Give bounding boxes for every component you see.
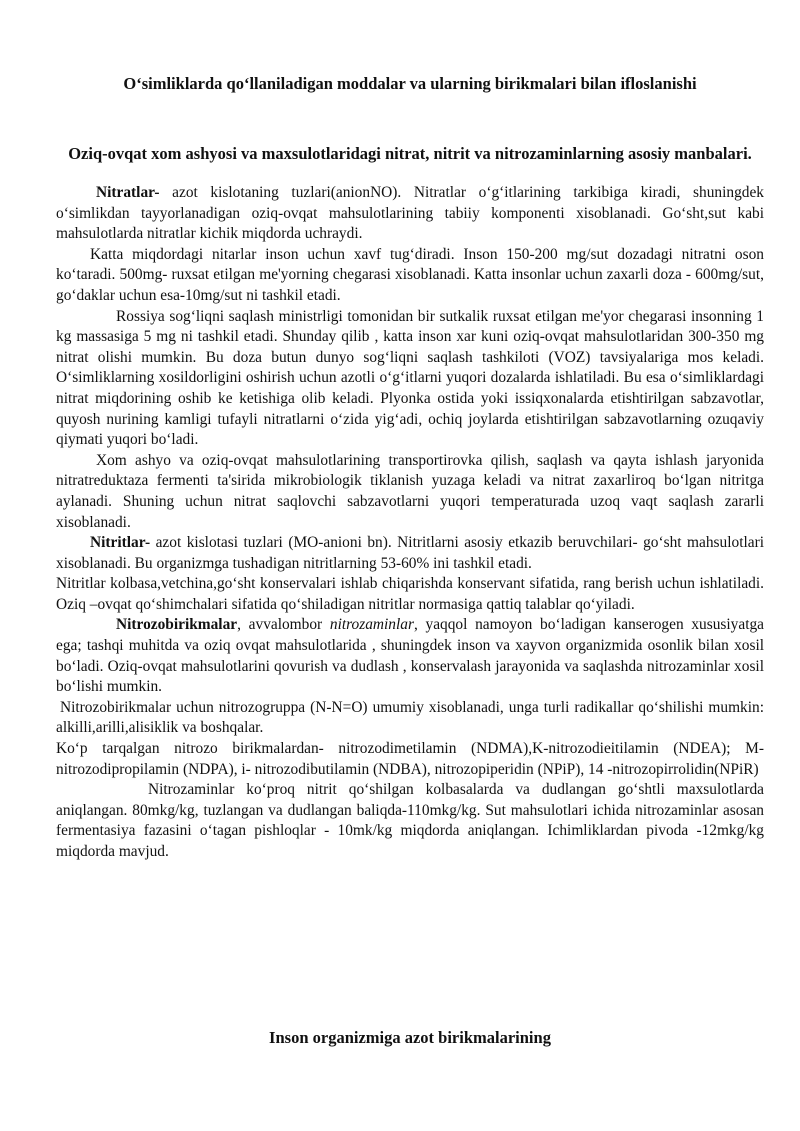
paragraph-nitrozamine-levels: Nitrozaminlar ko‘proq nitrit qo‘shilgan kolbasalarda va dudlangan go‘shtli maxsulotlarda aniqlangan. 80mkg/kg, tuzlangan va dudlangan baliqda-110mkg/kg. Sut mahsulotlari ichida nitrozaminlar asosan fermentasiya fazasini o‘tagan pishloqlar - 10mk/kg miqdorda aniqlangan. Ichimliklardan pivoda -12mkg/kg miqdorda mavjud.	[56, 781, 764, 860]
document-body	[56, 183, 764, 863]
paragraph-nitratlar: Nitratlar- azot kislotaning tuzlari(anionNO). Nitratlar o‘g‘itlarining tarkibiga kiradi, shuningdek o‘simlikdan tayyorlanadigan oziq-ovqat mahsulotlarining tabiiy komponenti xisoblanadi. Go‘sht,sut kabi mahsulotlarda nitratlar kichik miqdorda uchraydi.	[56, 184, 764, 243]
paragraph-nitrite-use: Nitritlar kolbasa,vetchina,go‘sht konservalari ishlab chiqarishda konservant sifatida, rang berish uchun ishlatiladi. Oziq –ovqat qo‘shimchalari sifatida qo‘shiladigan nitritlar normasiga qattiq talablar qo‘yiladi.	[56, 575, 764, 613]
paragraph-nitrozogruppa: Nitrozobirikmalar uchun nitrozogruppa (N-N=O) umumiy xisoblanadi, unga turli radikallar qo‘shilishi mumkin: alkilli,arilli,alisiklik va boshqalar.	[56, 698, 764, 737]
term-nitrozaminlar: nitrozaminlar	[329, 616, 414, 634]
paragraph-norms: Rossiya sog‘liqni saqlash ministrligi tomonidan bir sutkalik ruxsat etilgan me'yor chegarasi insonning 1 kg massasiga 5 mg ni tashkil etadi. Shunday qilib , katta inson xar kuni oziq-ovqat mahsulotlaridan 300-350 mg nitrat olishi mumkin. Bu doza butun dunyo sog‘liqni saqlash tashkiloti (VOZ) tavsiyalariga mos keladi. O‘simliklarning xosildorligini oshirish uchun azotli o‘g‘itlarni yuqori dozalarda ishlatiladi. Bu esa o‘simliklardagi nitrat miqdorining oshib ke ketishiga olib keladi. Plyonka ostida yoki issiqxonalarda etishtirilgan sabzavotlar, quyosh nurining kamligi tufayli nitratlarni o‘zida yig‘adi, ochiq joylarda etishtirilgan sabzavotlarning ozuqaviy qiymati yuqori bo‘ladi.	[56, 307, 764, 449]
paragraph-nitritlar: Nitritlar- azot kislotasi tuzlari (MO-anioni bn). Nitritlarni asosiy etkazib beruvchilari- go‘sht mahsulotlari xisoblanadi. Bu organizmga tushadigan nitritlarning 53-60% ini tashkil etadi.	[56, 534, 764, 572]
paragraph-toxic-dose: Katta miqdordagi nitarlar inson uchun xavf tug‘diradi. Inson 150-200 mg/sut dozadagi nitratni oson ko‘taradi. 500mg- ruxsat etilgan me'yorning chegarasi xisoblanadi. Katta insonlar uchun zaxarli doza - 600mg/sut, go‘daklar uchun esa-10mg/sut ni tashkil etadi.	[56, 245, 764, 304]
paragraph-storage: Xom ashyo va oziq-ovqat mahsulotlarining transportirovka qilish, saqlash va qayta ishlash jaryonida nitratreduktaza fermenti ta'sirida mikrobiologik tiklanish yuzaga keladi va nitrat zaxarliroq bo‘lgan nitritga aylanadi. Shuning uchun nitrat saqlovchi sabzavotlarni yuqori temperaturada uzoq vaqt saqlash zararli xisoblanadi.	[56, 451, 764, 531]
term-nitratlar: Nitratlar-	[96, 184, 160, 201]
term-nitritlar: Nitritlar-	[90, 534, 151, 552]
document-title: O‘simliklarda qo‘llaniladigan moddalar va ularning birikmalari bilan ifloslanishi	[123, 74, 697, 93]
paragraph-nitrozobirikmalar: Nitrozobirikmalar, avvalombor nitrozaminlar, yaqqol namoyon bo‘ladigan kanserogen xususiyatga ega; tashqi muhitda va oziq ovqat mahsulotlarida , shuningdek inson va xayvon organizmida osonlik bilan xosil bo‘ladi. Oziq-ovqat mahsulotlarini qovurish va dudlash , konservalash jarayonida va saqlashda nitrozaminlar xosil bo‘lishi mumkin.	[56, 616, 764, 696]
paragraph-compounds-list: Ko‘p tarqalgan nitrozo birikmalardan- nitrozodimetilamin (NDMA),K-nitrozodieitilamin (NDEA); M- nitrozodipropilamin (NDPA), i- nitrozodibutilamin (NDBA), nitrozopiperidin (NPiP), 14 -nitrozopirrolidin(NPiR)	[56, 740, 764, 778]
next-section-heading: Inson organizmiga azot birikmalarining	[269, 1028, 551, 1047]
term-nitrozobirikmalar: Nitrozobirikmalar	[116, 616, 238, 634]
section-heading: Oziq-ovqat xom ashyosi va maxsulotlaridagi nitrat, nitrit va nitrozaminlarning asosiy manbalari.	[68, 144, 752, 163]
